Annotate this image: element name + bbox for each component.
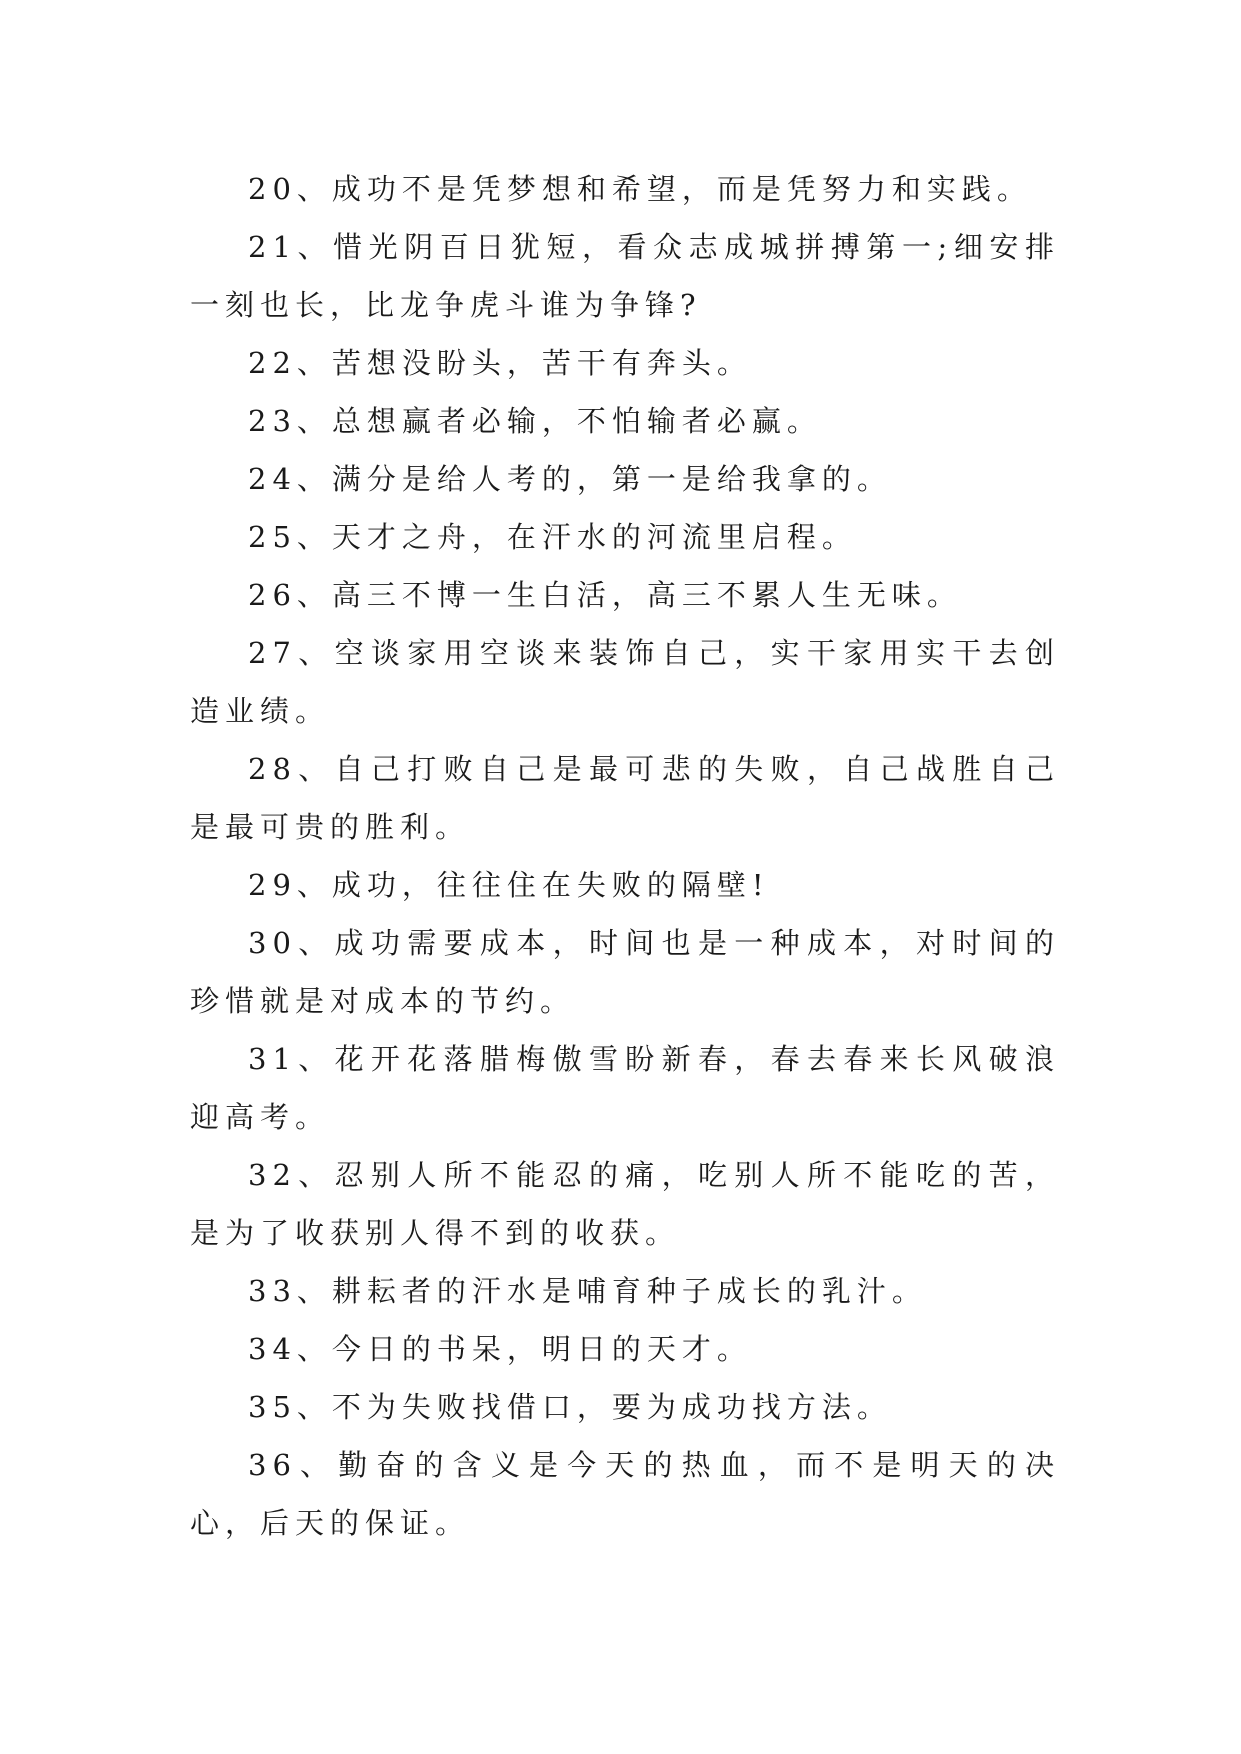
paragraph-36: 36、勤奋的含义是今天的热血，而不是明天的决心，后天的保证。 bbox=[190, 1448, 1060, 1540]
paragraph-28: 28、自己打败自己是最可悲的失败，自己战胜自己是最可贵的胜利。 bbox=[190, 752, 1060, 844]
paragraph-21: 21、惜光阴百日犹短，看众志成城拼搏第一;细安排一刻也长，比龙争虎斗谁为争锋? bbox=[190, 230, 1060, 322]
paragraph-20: 20、成功不是凭梦想和希望，而是凭努力和实践。 bbox=[248, 172, 1032, 206]
paragraph-35: 35、不为失败找借口，要为成功找方法。 bbox=[248, 1390, 892, 1424]
paragraph-33: 33、耕耘者的汗水是哺育种子成长的乳汁。 bbox=[248, 1274, 927, 1308]
paragraph-23: 23、总想赢者必输，不怕输者必赢。 bbox=[248, 404, 822, 438]
document-body bbox=[190, 160, 1060, 1552]
paragraph-32: 32、忍别人所不能忍的痛，吃别人所不能吃的苦，是为了收获别人得不到的收获。 bbox=[190, 1158, 1060, 1250]
paragraph-22: 22、苦想没盼头，苦干有奔头。 bbox=[248, 346, 752, 380]
paragraph-30: 30、成功需要成本，时间也是一种成本，对时间的珍惜就是对成本的节约。 bbox=[190, 926, 1060, 1018]
paragraph-24: 24、满分是给人考的，第一是给我拿的。 bbox=[248, 462, 892, 496]
paragraph-26: 26、高三不博一生白活，高三不累人生无味。 bbox=[248, 578, 962, 612]
paragraph-27: 27、空谈家用空谈来装饰自己，实干家用实干去创造业绩。 bbox=[190, 636, 1060, 728]
paragraph-29: 29、成功，往往住在失败的隔壁! bbox=[248, 868, 770, 902]
paragraph-31: 31、花开花落腊梅傲雪盼新春，春去春来长风破浪迎高考。 bbox=[190, 1042, 1060, 1134]
paragraph-34: 34、今日的书呆，明日的天才。 bbox=[248, 1332, 752, 1366]
paragraph-25: 25、天才之舟，在汗水的河流里启程。 bbox=[248, 520, 857, 554]
